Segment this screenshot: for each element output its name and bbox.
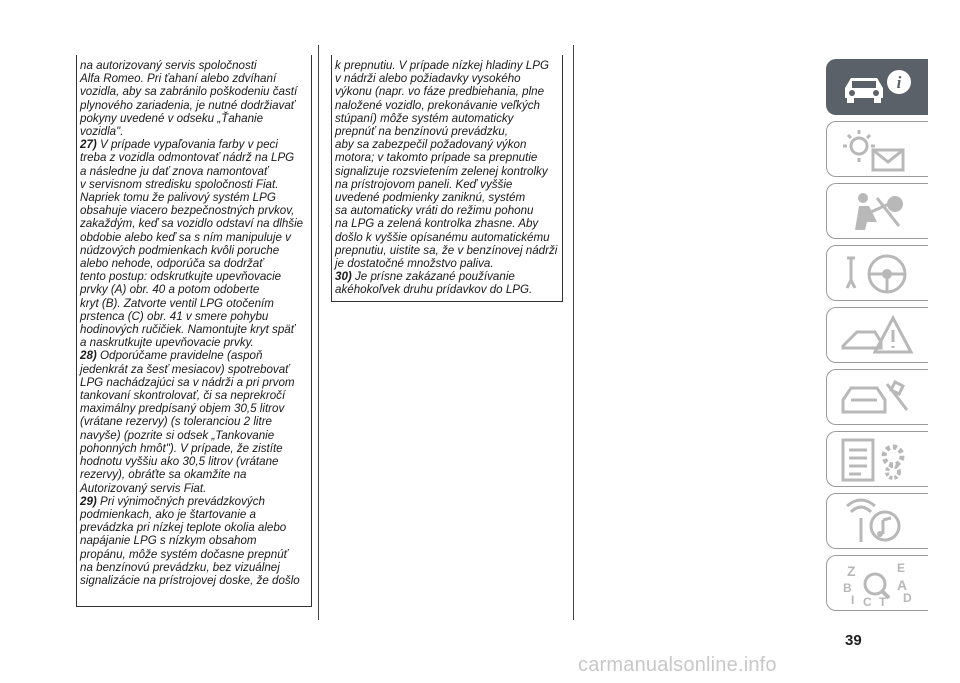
text-line: na LPG a zelená kontrolka zhasne. Aby bbox=[335, 217, 539, 231]
index-letter: B bbox=[843, 581, 852, 595]
text-line: prepnutiu, uistite sa, že v benzínovej nádrži bbox=[335, 243, 558, 257]
tab-technical-data[interactable] bbox=[826, 431, 928, 487]
airbag-icon bbox=[837, 188, 917, 236]
text-line: Alfa Romeo. Pri ťahaní alebo zdvíhaní bbox=[80, 72, 277, 86]
text-line: prvky (A) obr. 40 a potom odoberte bbox=[80, 283, 260, 297]
text-line: signalizuje rozsvietením zelenej kontrolky bbox=[335, 164, 548, 178]
note-29 bbox=[80, 495, 308, 587]
car-service-icon bbox=[837, 374, 917, 422]
text-line: hodinových ručičiek. Namontujte kryt späť bbox=[80, 323, 295, 337]
text-line: prepnúť na benzínovú prevádzku, bbox=[335, 125, 508, 139]
text-line: LPG nachádzajúci sa v nádrži a pri prvom bbox=[80, 375, 295, 389]
text-line: Napriek tomu že palivový systém LPG bbox=[80, 191, 276, 205]
text-line: na prístrojovom paneli. Keď vyššie bbox=[335, 177, 513, 191]
note-number: 27) bbox=[80, 138, 97, 152]
text-line: Pri výnimočných prevádzkových bbox=[100, 494, 265, 508]
text-line: vozidla". bbox=[80, 125, 124, 139]
text-line: napájanie LPG s nízkym obsahom bbox=[80, 534, 257, 548]
column-divider-left bbox=[318, 45, 319, 620]
text-line: signalizácie na prístrojovej doske, že došlo bbox=[80, 573, 300, 587]
text-line: treba z vozidla odmontovať nádrž na LPG bbox=[80, 151, 295, 165]
text-line: jedenkrát za šesť mesiacov) spotrebovať bbox=[80, 362, 290, 376]
index-letter: Z bbox=[847, 563, 856, 579]
text-line: a naskrutkujte upevňovacie prvky. bbox=[80, 336, 254, 350]
text-line: rezervy), obráťte sa okamžite na bbox=[80, 468, 247, 482]
index-az-icon bbox=[837, 560, 917, 608]
index-letter: A bbox=[897, 577, 908, 593]
text-line: plynového zariadenia, je nutné dodržiavať bbox=[80, 98, 295, 112]
text-line: hodnotu vyššiu ako 30,5 litrov (vrátane bbox=[80, 455, 279, 469]
text-line: tento postup: odskrutkujte upevňovacie bbox=[80, 270, 282, 284]
text-line: uvedené podmienky zaniknú, systém bbox=[335, 191, 526, 205]
tab-starting-driving[interactable] bbox=[826, 245, 928, 301]
text-line: vozidla, aby sa zabránilo poškodeniu častí bbox=[80, 85, 298, 99]
index-letter: C bbox=[863, 595, 872, 608]
index-letter: E bbox=[897, 561, 906, 575]
page-number: 39 bbox=[845, 632, 862, 649]
car-info-icon bbox=[837, 64, 917, 112]
text-line: zakaždým, keď sa vozidlo odstaví na dlhšie bbox=[80, 217, 304, 231]
road-warning-icon bbox=[837, 312, 917, 360]
text-line: a následne ju dať znova namontovať bbox=[80, 164, 269, 178]
text-line: došlo k vyššie opísanému automatickému bbox=[335, 230, 550, 244]
text-line: stúpaní) môže systém automaticky bbox=[335, 111, 514, 125]
text-line: je dostatočné množstvo paliva. bbox=[335, 257, 494, 271]
text-line: naložené vozidlo, prekonávanie veľkých bbox=[335, 98, 540, 112]
text-line: navyše) (pozrite si odsek „Tankovanie bbox=[80, 428, 275, 442]
tab-safety[interactable] bbox=[826, 183, 928, 239]
text-line: alebo nehode, odporúča sa dodržať bbox=[80, 257, 264, 271]
text-line: Odporúčame pravidelne (aspoň bbox=[100, 349, 263, 363]
column-divider-right bbox=[573, 45, 574, 620]
text-line: Autorizovaný servis Fiat. bbox=[80, 481, 207, 495]
tab-emergency[interactable] bbox=[826, 307, 928, 363]
multimedia-icon bbox=[837, 498, 917, 546]
continuation-block bbox=[335, 59, 559, 270]
steering-wheel-icon bbox=[837, 250, 917, 298]
note-number: 29) bbox=[80, 494, 97, 508]
index-letter: T bbox=[879, 595, 887, 608]
text-line: pokyny uvedené v odseku „Ťahanie bbox=[80, 111, 264, 125]
notes-column-1 bbox=[76, 55, 312, 607]
note-30 bbox=[335, 270, 559, 296]
tab-car-info[interactable] bbox=[826, 59, 928, 115]
text-line: kryt (B). Zatvorte ventil LPG otočením bbox=[80, 296, 274, 310]
svg-text:i: i bbox=[896, 73, 902, 92]
note-number: 30) bbox=[335, 270, 352, 284]
text-line: motora; v takomto prípade sa prepnutie bbox=[335, 151, 538, 165]
note-27 bbox=[80, 138, 308, 349]
text-line: obdobie alebo keď sa s ním manipuluje v bbox=[80, 230, 291, 244]
text-line: aby sa zabezpečil požadovaný výkon bbox=[335, 138, 527, 152]
intro-block bbox=[80, 59, 308, 138]
text-line: pohonných hmôt"). V prípade, že zistíte bbox=[80, 441, 283, 455]
notes-column-2 bbox=[331, 55, 563, 302]
tab-index[interactable] bbox=[826, 555, 928, 611]
text-line: (vrátane rezervy) (s toleranciou 2 litre bbox=[80, 415, 273, 429]
text-line: v servisnom stredisku spoločnosti Fiat. bbox=[80, 177, 279, 191]
index-letter: I bbox=[851, 593, 855, 607]
text-line: podmienkach, ako je štartovanie a bbox=[80, 507, 256, 521]
text-line: núdzových podmienkach kvôli poruche bbox=[80, 243, 280, 257]
text-line: na autorizovaný servis spoločnosti bbox=[80, 59, 257, 72]
tab-warning-lights[interactable] bbox=[826, 121, 928, 177]
text-line: propánu, môže systém dočasne prepnúť bbox=[80, 547, 288, 561]
index-letter: D bbox=[903, 591, 912, 605]
tab-multimedia[interactable] bbox=[826, 493, 928, 549]
text-line: akéhokoľvek druhu prídavkov do LPG. bbox=[335, 283, 533, 297]
warning-lights-icon bbox=[837, 126, 917, 174]
text-line: v nádrži alebo požiadavky vysokého bbox=[335, 72, 521, 86]
text-line: sa automaticky vráti do režimu pohonu bbox=[335, 204, 534, 218]
text-line: prevádzka pri nízkej teplote okolia alebo bbox=[80, 521, 287, 535]
text-line: k prepnutiu. V prípade nízkej hladiny LPG bbox=[335, 59, 549, 72]
text-line: prstenca (C) obr. 41 v smere pohybu bbox=[80, 309, 269, 323]
text-line: V prípade vypaľovania farby v peci bbox=[100, 138, 278, 152]
text-line: maximálny predpísaný objem 30,5 litrov bbox=[80, 402, 285, 416]
watermark: carmanualsonline.info bbox=[578, 654, 777, 676]
note-28 bbox=[80, 349, 308, 494]
specs-gear-icon bbox=[837, 436, 917, 484]
text-line: na benzínovú prevádzku, bez vizuálnej bbox=[80, 560, 280, 574]
note-number: 28) bbox=[80, 349, 97, 363]
tab-maintenance[interactable] bbox=[826, 369, 928, 425]
text-line: výkonu (napr. vo fáze predbiehania, plne bbox=[335, 85, 545, 99]
text-line: obsahuje viacero bezpečnostných prvkov, bbox=[80, 204, 295, 218]
text-line: Je prísne zakázané používanie bbox=[355, 270, 515, 284]
text-line: tankovaní skontrolovať, či sa neprekročí bbox=[80, 389, 286, 403]
